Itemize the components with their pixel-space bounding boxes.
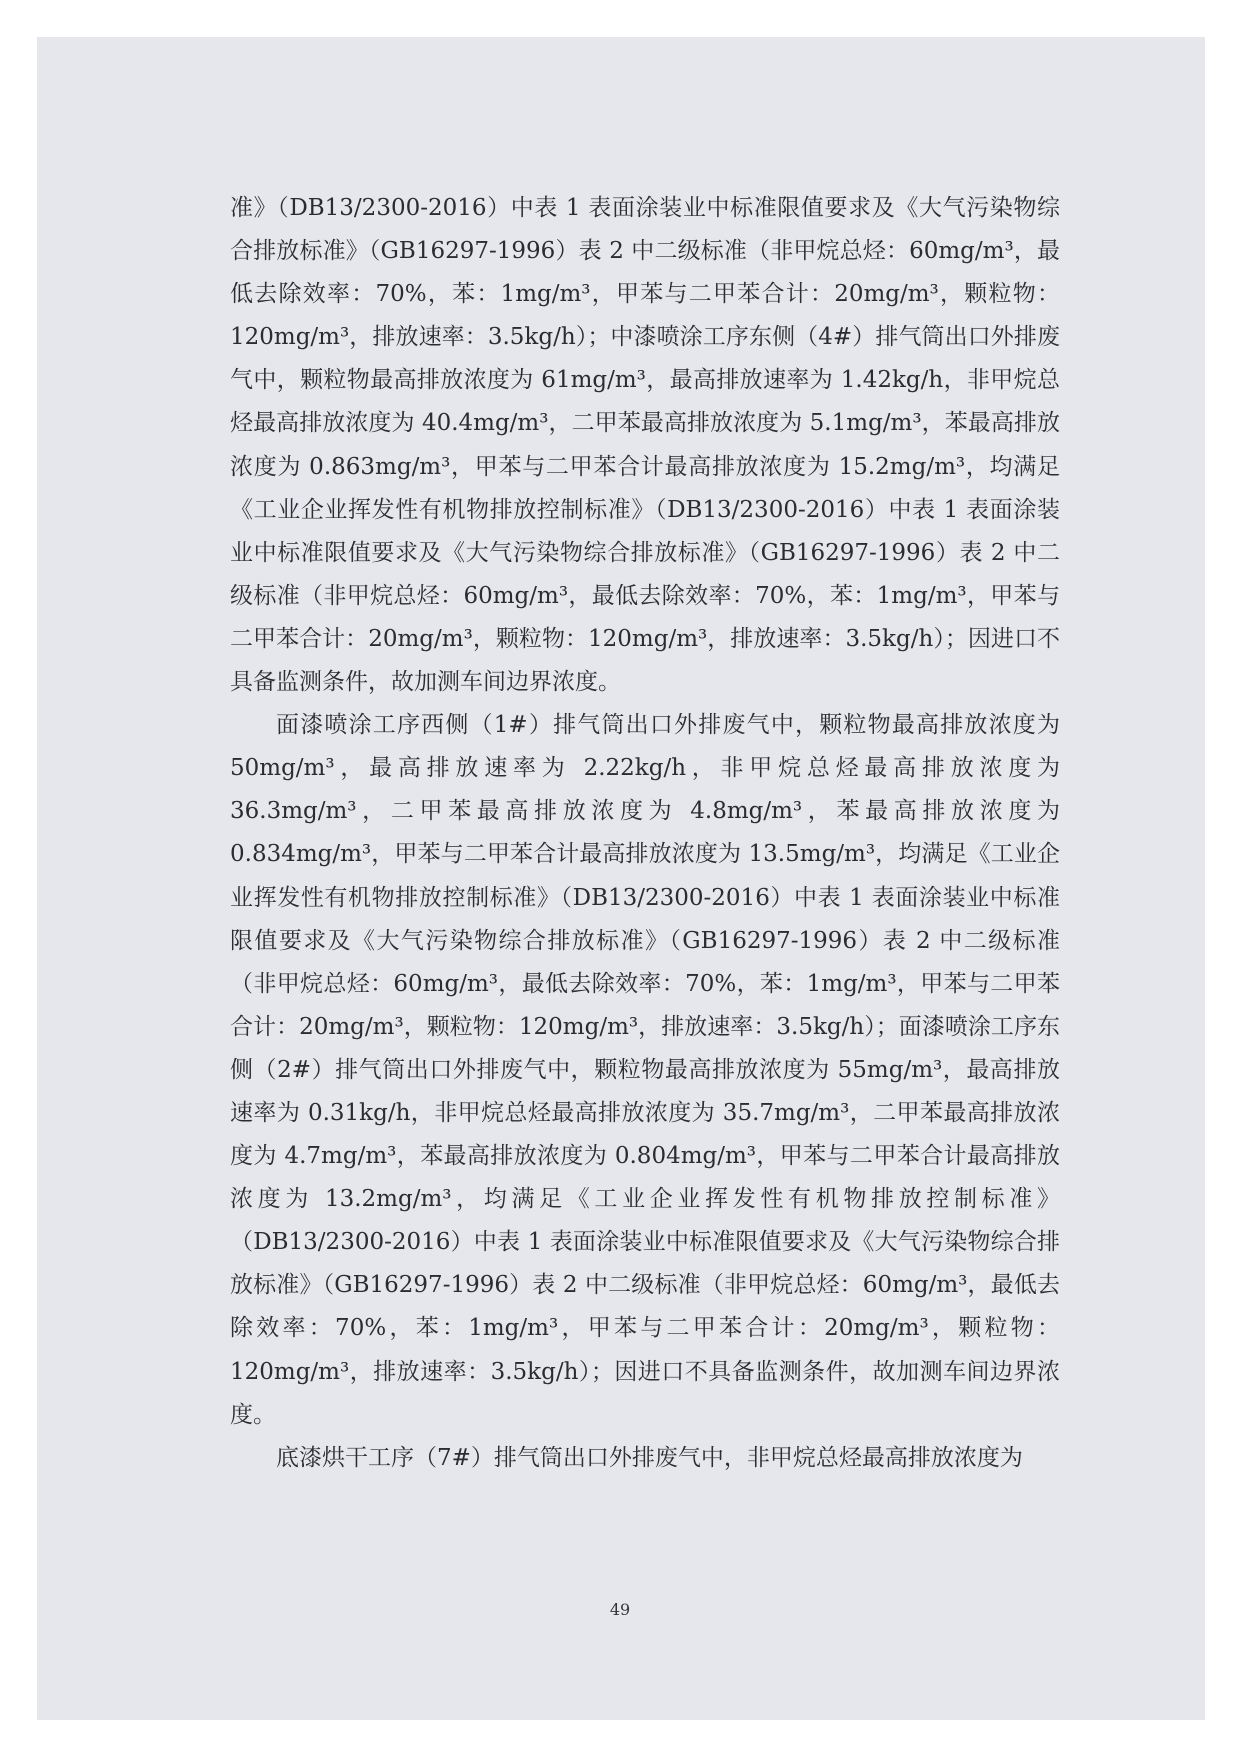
body-text: [230, 187, 1060, 1480]
paragraph-topcoat: 面漆喷涂工序西侧（1#）排气筒出口外排废气中，颗粒物最高排放浓度为 50mg/m³，最高排放速率为 2.22kg/h，非甲烷总烃最高排放浓度为 36.3mg/m³，二甲苯最高排放浓度为 4.8mg/m³，苯最高排放浓度为 0.834mg/m³，甲苯与二甲苯合计最高排放浓度为 13.5mg/m³，均满足《工业企业挥发性有机物排放控制标准》（DB13/2300-2016）中表 1 表面涂装业中标准限值要求及《大气污染物综合排放标准》（GB16297-1996）表 2 中二级标准（非甲烷总烃：60mg/m³，最低去除效率：70%，苯：1mg/m³，甲苯与二甲苯合计：20mg/m³，颗粒物：120mg/m³，排放速率：3.5kg/h）；面漆喷涂工序东侧（2#）排气筒出口外排废气中，颗粒物最高排放浓度为 55mg/m³，最高排放速率为 0.31kg/h，非甲烷总烃最高排放浓度为 35.7mg/m³，二甲苯最高排放浓度为 4.7mg/m³，苯最高排放浓度为 0.804mg/m³，甲苯与二甲苯合计最高排放浓度为 13.2mg/m³，均满足《工业企业挥发性有机物排放控制标准》（DB13/2300-2016）中表 1 表面涂装业中标准限值要求及《大气污染物综合排放标准》（GB16297-1996）表 2 中二级标准（非甲烷总烃：60mg/m³，最低去除效率：70%，苯：1mg/m³，甲苯与二甲苯合计：20mg/m³，颗粒物：120mg/m³，排放速率：3.5kg/h）；因进口不具备监测条件，故加测车间边界浓度。: [230, 712, 1060, 1428]
page-number: 49: [609, 1600, 631, 1619]
paragraph-primer-drying: 底漆烘干工序（7#）排气筒出口外排废气中，非甲烷总烃最高排放浓度为: [276, 1444, 1023, 1471]
paragraph-continued: 准》（DB13/2300-2016）中表 1 表面涂装业中标准限值要求及《大气污染物综合排放标准》（GB16297-1996）表 2 中二级标准（非甲烷总烃：60mg/m³，最低去除效率：70%，苯：1mg/m³，甲苯与二甲苯合计：20mg/m³，颗粒物：120mg/m³，排放速率：3.5kg/h）；中漆喷涂工序东侧（4#）排气筒出口外排废气中，颗粒物最高排放浓度为 61mg/m³，最高排放速率为 1.42kg/h，非甲烷总烃最高排放浓度为 40.4mg/m³，二甲苯最高排放浓度为 5.1mg/m³，苯最高排放浓度为 0.863mg/m³，甲苯与二甲苯合计最高排放浓度为 15.2mg/m³，均满足《工业企业挥发性有机物排放控制标准》（DB13/2300-2016）中表 1 表面涂装业中标准限值要求及《大气污染物综合排放标准》（GB16297-1996）表 2 中二级标准（非甲烷总烃：60mg/m³，最低去除效率：70%，苯：1mg/m³，甲苯与二甲苯合计：20mg/m³，颗粒物：120mg/m³，排放速率：3.5kg/h）；因进口不具备监测条件，故加测车间边界浓度。: [230, 195, 1060, 696]
